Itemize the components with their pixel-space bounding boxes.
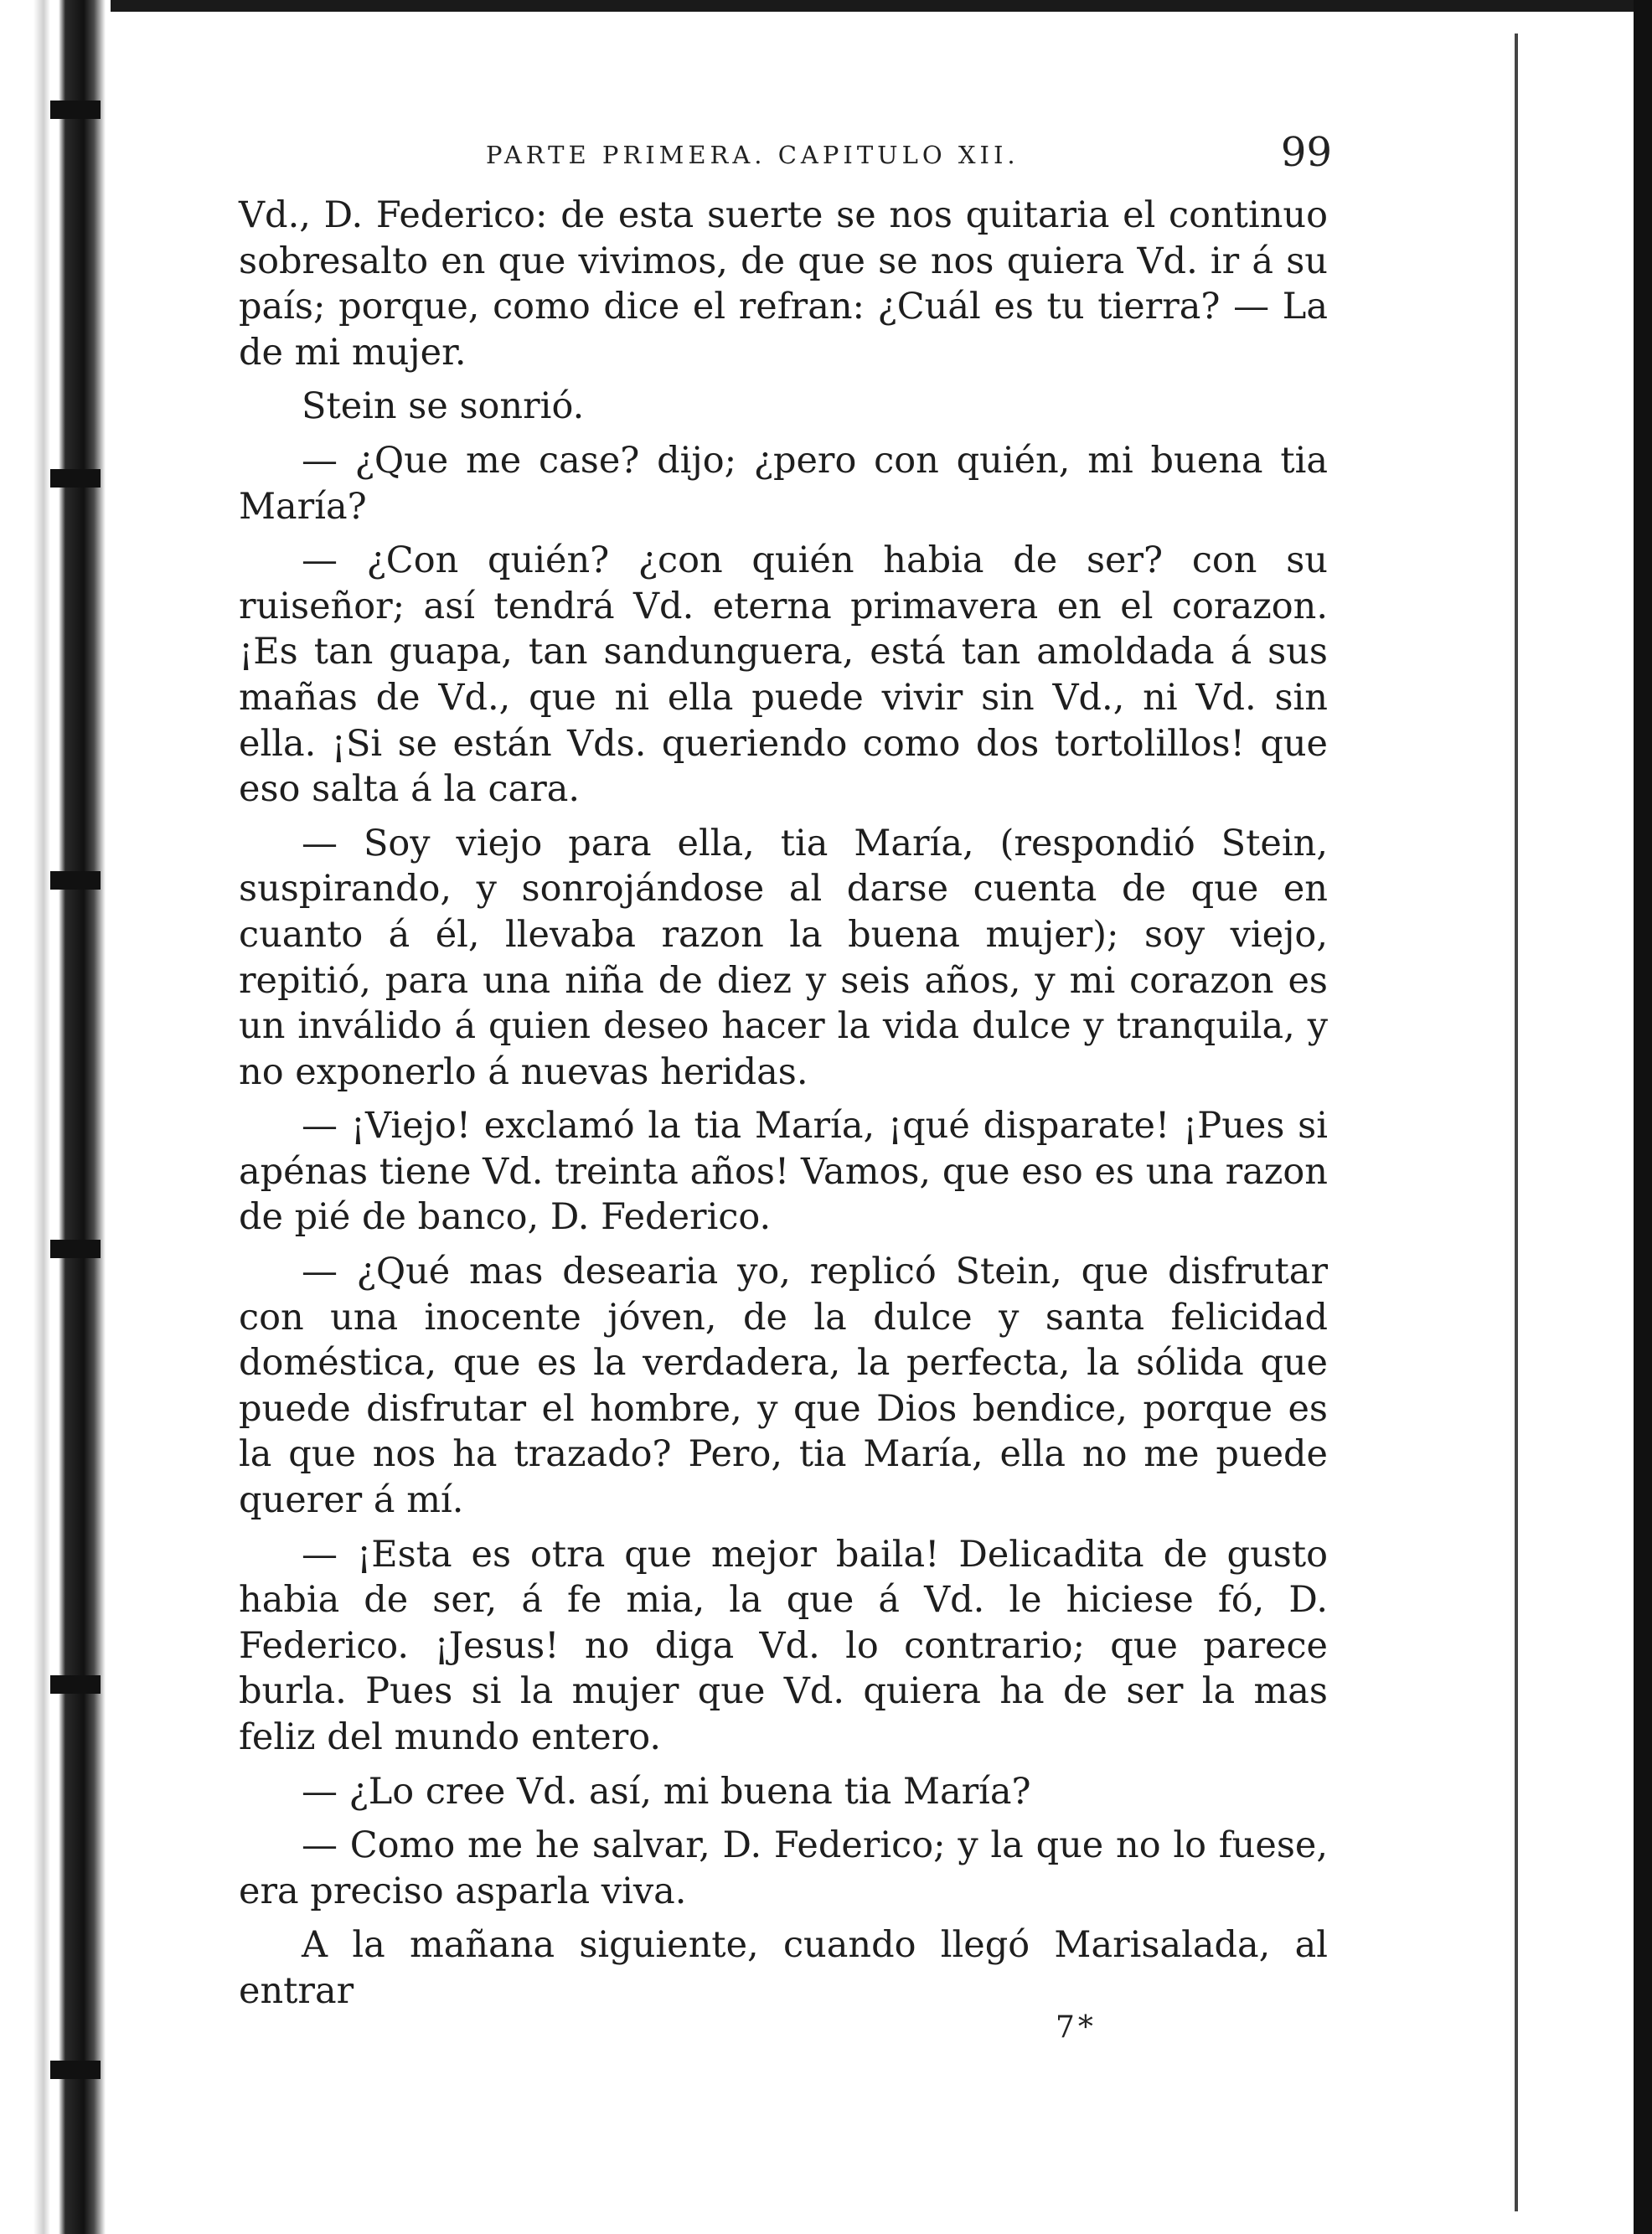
page-header bbox=[209, 126, 1332, 193]
paragraph: — ¿Qué mas desearia yo, replicó Stein, que disfrutar con una inocente jóven, de la dulce y santa felicidad doméstica, que es la verdadera, la perfecta, la sólida que puede disfrutar el hombre, y que Dios bendice, porque es la que nos ha trazado? Pero, tia María, ella no me puede querer á mí. bbox=[239, 1251, 1328, 1522]
paragraph: — ¿Lo cree Vd. así, mi buena tia María? bbox=[302, 1770, 1031, 1813]
scan-edge-right bbox=[1634, 0, 1652, 2234]
scan-edge-left bbox=[0, 0, 111, 2234]
running-head: PARTE PRIMERA. CAPITULO XII. bbox=[486, 141, 1020, 169]
scan-edge-right-inner bbox=[1515, 34, 1518, 2211]
scan-mark bbox=[50, 871, 101, 890]
scan-mark bbox=[50, 1240, 101, 1258]
paragraph: — ¡Esta es otra que mejor baila! Delicadita de gusto habia de ser, á fe mia, la que á Vd. le hiciese fó, D. Federico. ¡Jesus! no diga Vd. lo contrario; que parece burla. Pues si la mujer que Vd. quiera ha de ser la mas feliz del mundo entero. bbox=[239, 1533, 1328, 1758]
book-page bbox=[209, 109, 1332, 2186]
paragraph: Stein se sonrió. bbox=[302, 385, 585, 428]
paragraph: — Soy viejo para ella, tia María, (respondió Stein, suspirando, y sonrojándose al darse cuenta de que en cuanto á él, llevaba razon la buena mujer); soy viejo, repitió, para una niña de diez y seis años, y mi corazon es un inválido á quien deseo hacer la vida dulce y tranquila, y no exponerlo á nuevas heridas. bbox=[239, 822, 1328, 1093]
paragraph: Vd., D. Federico: de esta suerte se nos quitaria el continuo sobresalto en que vivimos, de que se nos quiera Vd. ir á su país; porque, como dice el refran: ¿Cuál es tu tierra? — La de mi mujer. bbox=[239, 194, 1328, 374]
scan-mark bbox=[50, 469, 101, 488]
page-number: 99 bbox=[1280, 129, 1332, 176]
scan-mark bbox=[50, 1675, 101, 1694]
paragraph: — ¿Con quién? ¿con quién habia de ser? con su ruiseñor; así tendrá Vd. eterna primavera en el corazon. ¡Es tan guapa, tan sandunguera, está tan amoldada á sus mañas de Vd., que ni ella puede vivir sin Vd., ni Vd. sin ella. ¡Si se están Vds. queriendo como dos tortolillos! que eso salta á la cara. bbox=[239, 539, 1328, 811]
scan-edge-top bbox=[0, 0, 1652, 12]
paragraph: — ¿Que me case? dijo; ¿pero con quién, mi buena tia María? bbox=[239, 439, 1328, 528]
paragraph: — ¡Viejo! exclamó la tia María, ¡qué disparate! ¡Pues si apénas tiene Vd. treinta años! Vamos, que eso es una razon de pié de banco, D. Federico. bbox=[239, 1105, 1328, 1239]
paragraph: — Como me he salvar, D. Federico; y la que no lo fuese, era preciso asparla viva. bbox=[239, 1824, 1328, 1912]
scan-mark bbox=[50, 101, 101, 119]
signature-mark: 7* bbox=[1056, 2010, 1097, 2045]
body-text bbox=[239, 193, 1328, 2015]
paragraph: A la mañana siguiente, cuando llegó Marisalada, al entrar bbox=[239, 1924, 1328, 2012]
scan-mark bbox=[50, 2061, 101, 2079]
